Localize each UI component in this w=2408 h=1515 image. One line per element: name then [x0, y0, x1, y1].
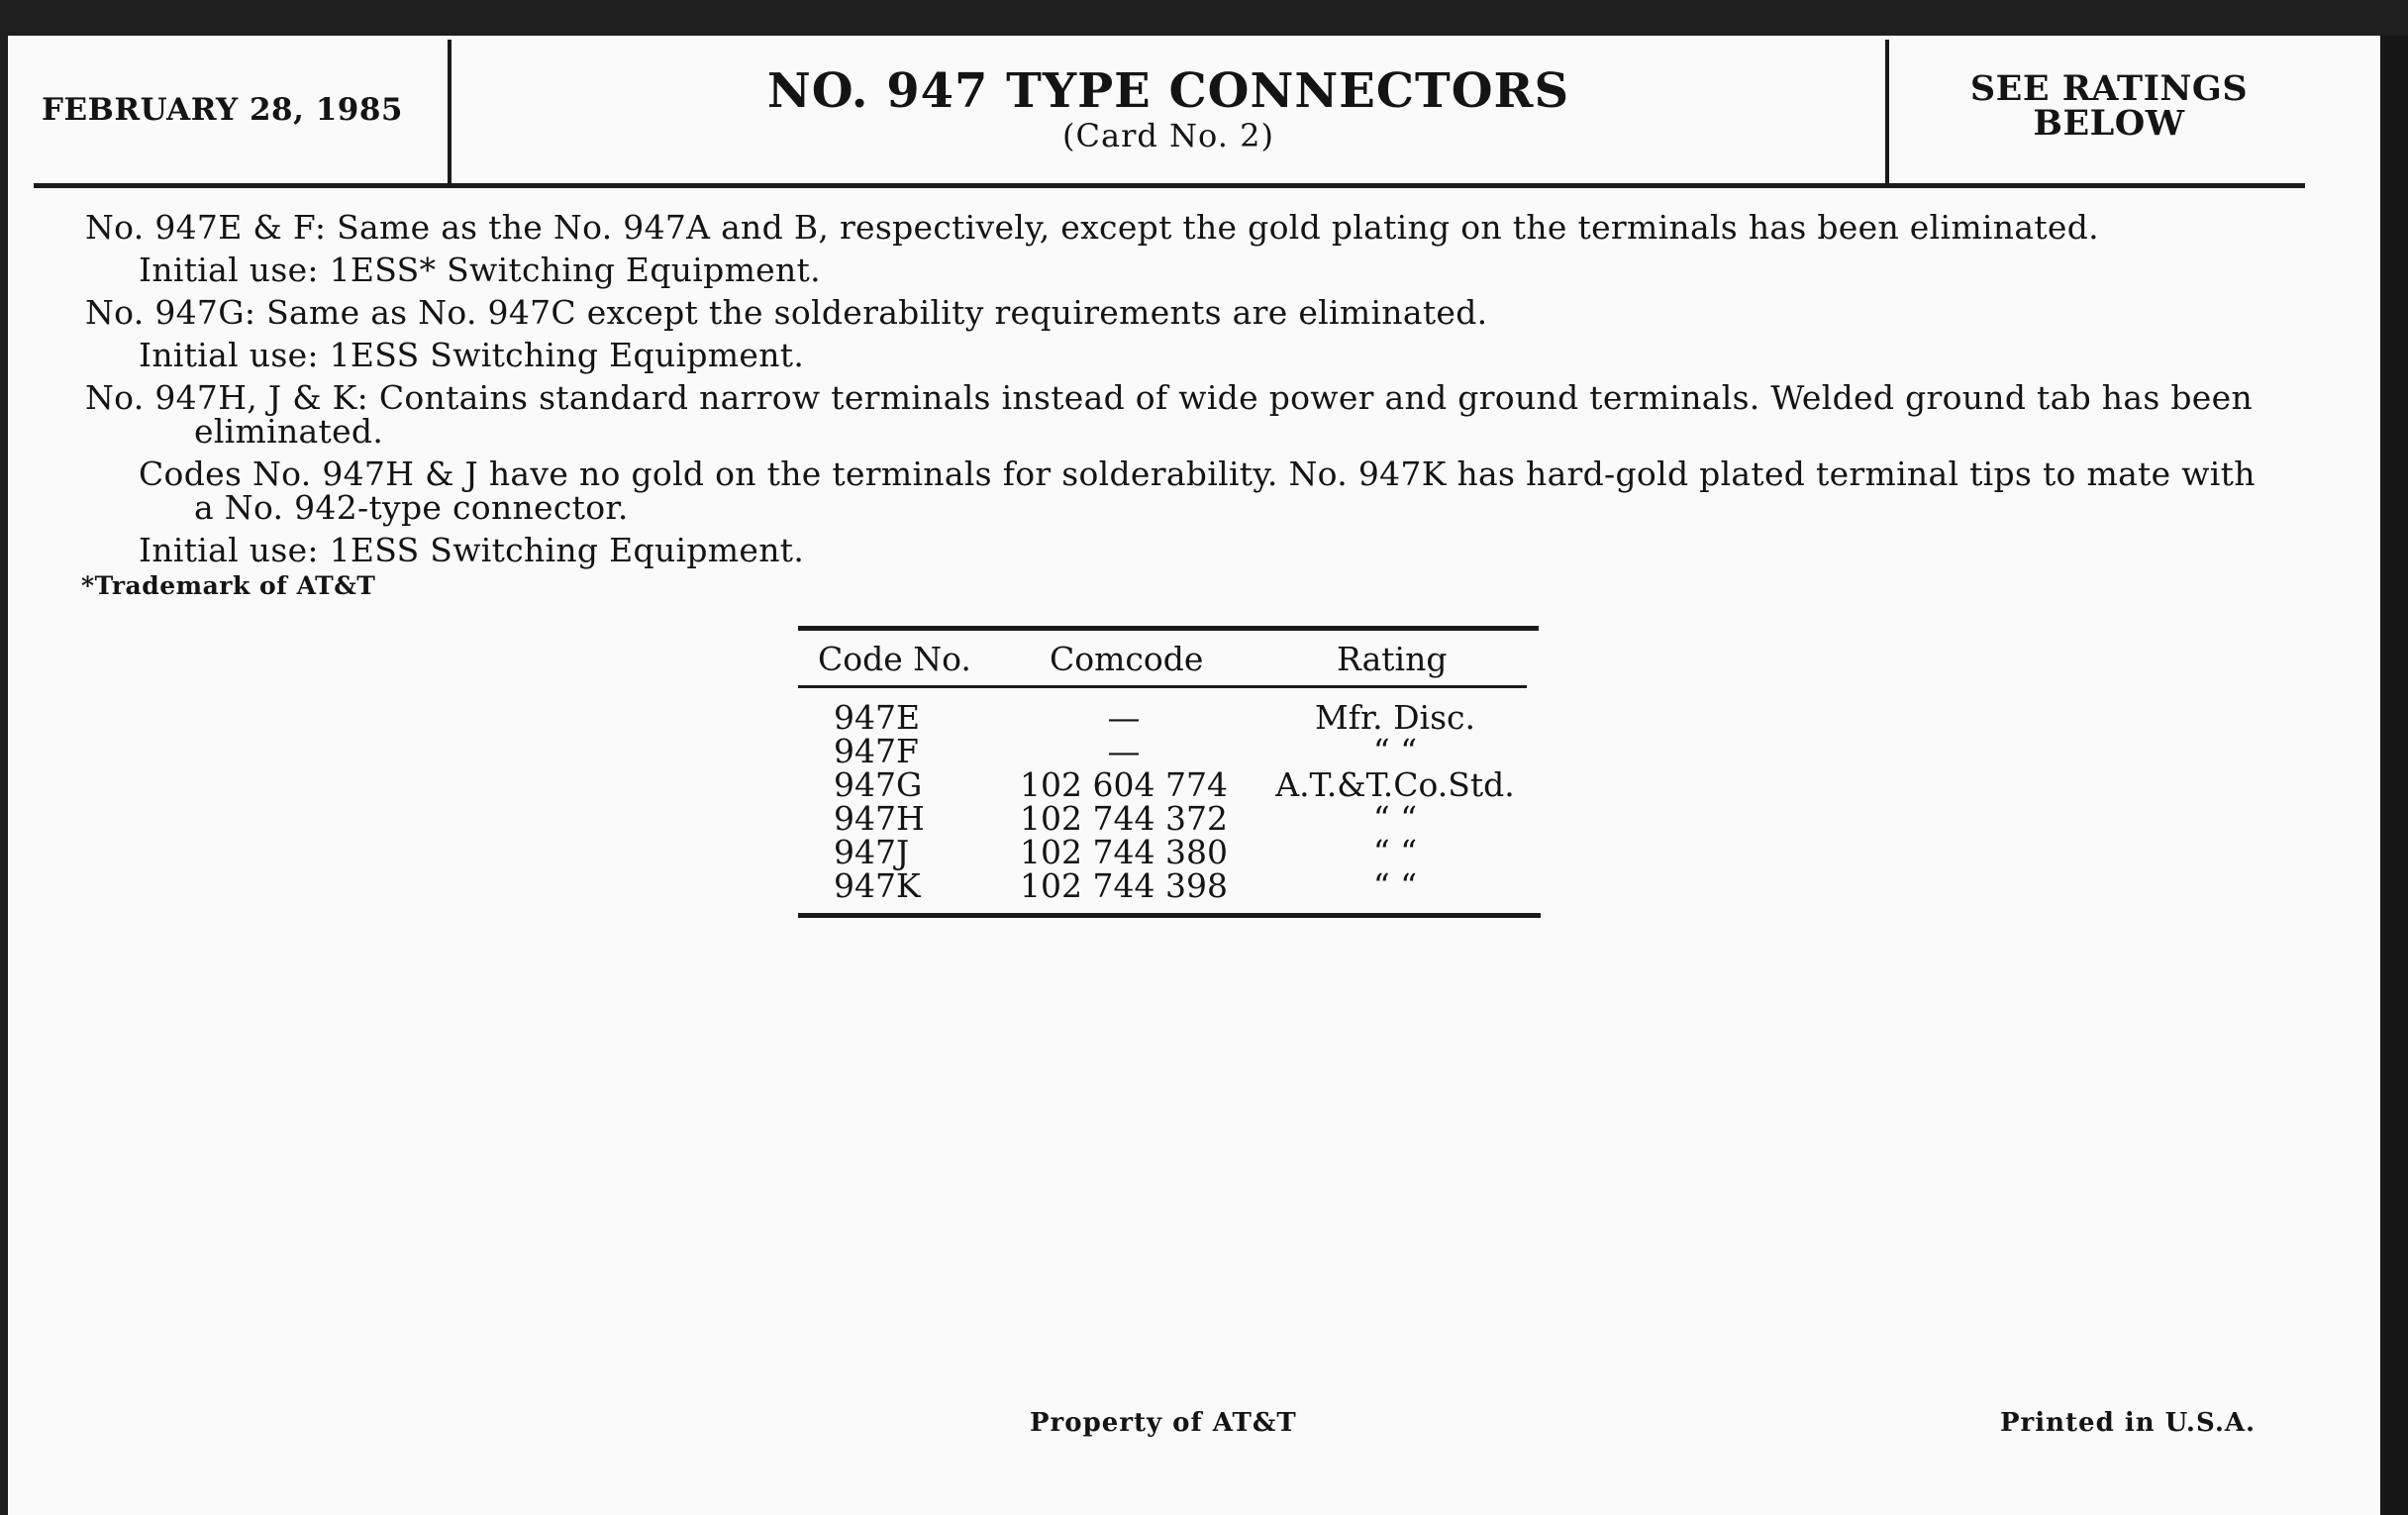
rating-cell: “ “ — [1372, 833, 1418, 871]
code-cell: 947E — [834, 698, 921, 737]
code-cell: 947J — [834, 833, 910, 871]
scan-edge — [2380, 36, 2408, 1515]
codes-note-line2: a No. 942-type connector. — [194, 488, 629, 527]
ratings-note — [1891, 68, 2327, 144]
codes-note-line1: Codes No. 947H & J have no gold on the terminals for solderability. No. 947K has hard-gold plated terminal tips to mate with — [139, 454, 2256, 493]
table-bottom-rule — [798, 913, 1541, 918]
table-header-rule — [798, 685, 1527, 688]
comcode-cell: — — [1107, 732, 1141, 770]
header-divider-left — [448, 40, 452, 186]
paragraph-947ef: No. 947E & F: Same as the No. 947A and B, respectively, except the gold plating on the terminals has been eliminated. — [85, 208, 2099, 247]
card-number: (Card No. 2) — [1062, 117, 1274, 154]
code-cell: 947K — [834, 866, 921, 905]
rating-cell: A.T.&T.Co.Std. — [1275, 765, 1515, 804]
column-header-comcode: Comcode — [1050, 640, 1204, 678]
code-cell: 947G — [834, 765, 923, 804]
comcode-cell: 102 744 380 — [1020, 833, 1228, 871]
comcode-cell: — — [1107, 698, 1141, 737]
column-header-rating: Rating — [1337, 640, 1448, 678]
comcode-cell: 102 604 774 — [1020, 765, 1228, 804]
document-title: NO. 947 TYPE CONNECTORS — [766, 63, 1570, 119]
comcode-cell: 102 744 372 — [1020, 799, 1228, 838]
ratings-note-line1: SEE RATINGS — [1969, 68, 2249, 109]
printed-notice: Printed in U.S.A. — [2000, 1408, 2257, 1438]
column-header-code: Code No. — [818, 640, 971, 678]
header-rule — [34, 183, 2305, 188]
property-notice: Property of AT&T — [1030, 1408, 1297, 1438]
initial-use-947hjk: Initial use: 1ESS Switching Equipment. — [139, 531, 805, 569]
paragraph-947g: No. 947G: Same as No. 947C except the solderability requirements are eliminated. — [85, 293, 1488, 332]
paragraph-947hjk-line1: No. 947H, J & K: Contains standard narrow terminals instead of wide power and ground terminals. Welded ground tab has been — [85, 378, 2253, 417]
rating-cell: “ “ — [1372, 799, 1418, 838]
table-top-rule — [798, 626, 1539, 631]
ratings-note-line2: BELOW — [2033, 103, 2185, 144]
rating-cell: “ “ — [1372, 866, 1418, 905]
header-divider-right — [1885, 40, 1889, 186]
rating-cell: Mfr. Disc. — [1314, 698, 1476, 737]
code-cell: 947H — [834, 799, 925, 838]
code-cell: 947F — [834, 732, 919, 770]
comcode-cell: 102 744 398 — [1020, 866, 1228, 905]
initial-use-947g: Initial use: 1ESS Switching Equipment. — [139, 336, 805, 374]
paragraph-947hjk-line2: eliminated. — [194, 412, 384, 451]
initial-use-947ef: Initial use: 1ESS* Switching Equipment. — [139, 251, 821, 289]
rating-cell: “ “ — [1372, 732, 1418, 770]
issue-date: FEBRUARY 28, 1985 — [42, 92, 403, 128]
trademark-footnote: *Trademark of AT&T — [81, 571, 376, 600]
